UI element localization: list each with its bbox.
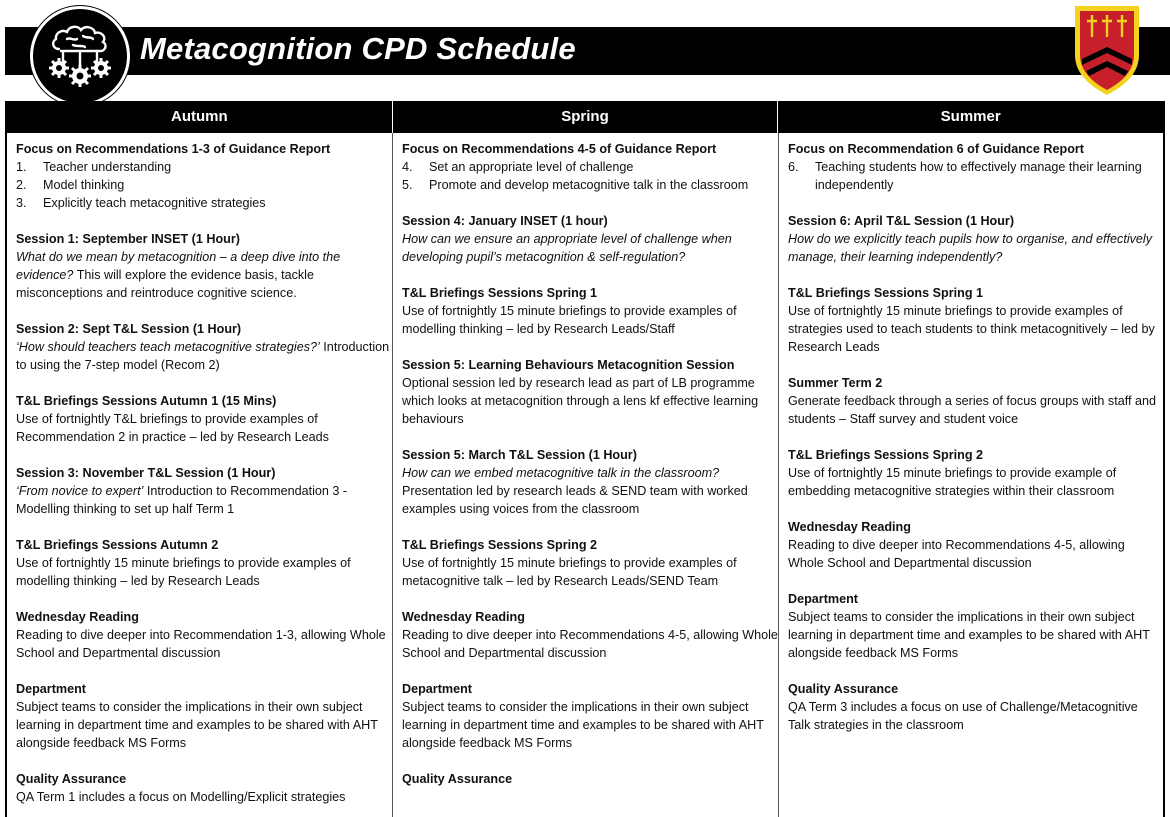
session-heading: Quality Assurance	[788, 682, 899, 696]
session-description	[788, 608, 1163, 662]
session-description	[788, 230, 1163, 266]
session-block	[16, 608, 392, 662]
session-block	[402, 608, 778, 662]
session-heading: Department	[788, 592, 858, 606]
brain-gears-icon	[30, 6, 130, 106]
focus-list	[402, 158, 778, 194]
session-block	[402, 212, 778, 266]
session-block	[402, 356, 778, 428]
session-description	[16, 788, 392, 806]
session-description	[402, 230, 778, 266]
session-description	[402, 464, 778, 518]
session-block	[16, 536, 392, 590]
session-description	[402, 374, 778, 428]
session-text: Use of fortnightly 15 minute briefings to provide examples of metacognitive talk – led by Research Leads/SEND Team	[402, 556, 737, 588]
list-text: Model thinking	[43, 178, 125, 192]
session-heading: Department	[16, 682, 86, 696]
session-description	[788, 698, 1163, 734]
session-block	[788, 212, 1163, 266]
session-heading: Wednesday Reading	[788, 520, 911, 534]
focus-heading: Focus on Recommendation 6 of Guidance Report	[788, 142, 1084, 156]
session-heading: Wednesday Reading	[402, 610, 525, 624]
session-text: Subject teams to consider the implications in their own subject learning in department time and examples to be shared with AHT alongside feedback MS Forms	[788, 610, 1150, 660]
session-description	[402, 626, 778, 662]
column-header-summer: Summer	[940, 108, 1001, 125]
session-heading: Session 6: April T&L Session (1 Hour)	[788, 214, 1015, 228]
session-description	[788, 464, 1163, 500]
focus-list-item	[16, 176, 392, 194]
schedule-table	[5, 101, 1165, 817]
table-header	[7, 101, 1163, 133]
session-heading: T&L Briefings Sessions Spring 1	[788, 286, 984, 300]
list-number: 1.	[16, 160, 27, 174]
session-heading: Session 5: Learning Behaviours Metacognition Session	[402, 358, 735, 372]
session-heading: T&L Briefings Sessions Spring 1	[402, 286, 598, 300]
session-description	[788, 536, 1163, 572]
session-description	[16, 554, 392, 590]
session-block	[16, 680, 392, 752]
session-description	[402, 554, 778, 590]
session-heading: Session 1: September INSET (1 Hour)	[16, 232, 240, 246]
list-number: 4.	[402, 160, 413, 174]
school-crest-icon	[1072, 3, 1142, 97]
focus-list	[16, 158, 392, 212]
session-block	[402, 536, 778, 590]
session-block	[788, 284, 1163, 356]
column-summer	[779, 133, 1163, 817]
session-text: Use of fortnightly 15 minute briefings to provide examples of strategies used to teach students to think metacognitively – led by Research Leads	[788, 304, 1155, 354]
session-text: Use of fortnightly 15 minute briefings to provide example of embedding metacognitive strategies within their classroom	[788, 466, 1117, 498]
focus-heading: Focus on Recommendations 4-5 of Guidance Report	[402, 142, 717, 156]
session-description	[16, 626, 392, 662]
session-question: How can we ensure an appropriate level of challenge when developing pupil’s metacognition & self-regulation?	[402, 232, 732, 264]
session-block	[402, 284, 778, 338]
focus-list	[788, 158, 1163, 194]
focus-list-item	[16, 194, 392, 212]
session-heading: T&L Briefings Sessions Autumn 1 (15 Mins)	[16, 394, 277, 408]
session-text: Reading to dive deeper into Recommendation 1-3, allowing Whole School and Departmental discussion	[16, 628, 386, 660]
session-heading: T&L Briefings Sessions Autumn 2	[16, 538, 219, 552]
session-heading: Wednesday Reading	[16, 610, 139, 624]
focus-list-item	[16, 158, 392, 176]
session-block	[788, 446, 1163, 500]
list-number: 6.	[788, 160, 799, 174]
list-text: Teaching students how to effectively manage their learning independently	[815, 160, 1142, 192]
session-description	[16, 338, 392, 374]
list-text: Promote and develop metacognitive talk in the classroom	[429, 178, 749, 192]
session-text: Reading to dive deeper into Recommendations 4-5, allowing Whole School and Departmental discussion	[788, 538, 1125, 570]
session-heading: Session 4: January INSET (1 hour)	[402, 214, 608, 228]
session-text: Presentation led by research leads & SEND team with worked examples using voices from the classroom	[402, 484, 748, 516]
session-block	[16, 392, 392, 446]
session-block	[788, 590, 1163, 662]
session-text: Use of fortnightly 15 minute briefings to provide examples of modelling thinking – led by Research Leads	[16, 556, 351, 588]
list-text: Set an appropriate level of challenge	[429, 160, 634, 174]
session-block	[16, 320, 392, 374]
focus-list-item	[402, 176, 778, 194]
list-text: Explicitly teach metacognitive strategies	[43, 196, 266, 210]
session-question: ‘From novice to expert’	[16, 484, 144, 498]
session-block	[788, 680, 1163, 734]
session-text: Use of fortnightly T&L briefings to provide examples of Recommendation 2 in practice – led by Research Leads	[16, 412, 329, 444]
session-description	[16, 248, 392, 302]
session-text: Introduction to using the 7-step model (Recom 2)	[16, 340, 390, 372]
session-block	[788, 518, 1163, 572]
focus-list-item	[402, 158, 778, 176]
session-heading: Quality Assurance	[402, 772, 513, 786]
focus-section	[402, 140, 778, 194]
column-header-spring: Spring	[393, 101, 779, 133]
session-heading: Department	[402, 682, 472, 696]
session-text: Use of fortnightly 15 minute briefings to provide examples of modelling thinking – led by Research Leads/Staff	[402, 304, 737, 336]
session-description	[402, 698, 778, 752]
list-number: 2.	[16, 178, 27, 192]
session-question: ‘How should teachers teach metacognitive strategies?’	[16, 340, 320, 354]
session-heading: Session 5: March T&L Session (1 Hour)	[402, 448, 637, 462]
session-heading: T&L Briefings Sessions Spring 2	[402, 538, 598, 552]
session-question: How do we explicitly teach pupils how to organise, and effectively manage, their learning independently?	[788, 232, 1153, 264]
session-description	[788, 392, 1163, 428]
session-block	[402, 680, 778, 752]
session-text: QA Term 3 includes a focus on use of Challenge/Metacognitive Talk strategies in the classroom	[788, 700, 1138, 732]
list-number: 3.	[16, 196, 27, 210]
focus-section	[788, 140, 1163, 194]
session-description	[788, 302, 1163, 356]
session-description	[16, 698, 392, 752]
list-text: Teacher understanding	[43, 160, 172, 174]
session-heading: T&L Briefings Sessions Spring 2	[788, 448, 984, 462]
column-spring	[393, 133, 779, 817]
focus-list-item	[788, 158, 1163, 194]
session-block	[402, 770, 778, 788]
focus-section	[16, 140, 392, 212]
page-title: Metacognition CPD Schedule	[140, 31, 576, 66]
session-heading: Session 3: November T&L Session (1 Hour)	[16, 466, 276, 480]
session-text: Subject teams to consider the implications in their own subject learning in department time and examples to be shared with AHT alongside feedback MS Forms	[402, 700, 764, 750]
session-text: Generate feedback through a series of focus groups with staff and students – Staff survey and student voice	[788, 394, 1157, 426]
session-block	[16, 464, 392, 518]
session-text: Introduction to Recommendation 3 - Modelling thinking to set up half Term 1	[16, 484, 348, 516]
session-heading: Quality Assurance	[16, 772, 127, 786]
list-number: 5.	[402, 178, 413, 192]
session-description	[16, 482, 392, 518]
session-description	[16, 410, 392, 446]
session-text: Optional session led by research lead as part of LB programme which looks at metacognition through a lens kf effective learning behaviours	[402, 376, 759, 426]
session-block	[788, 374, 1163, 428]
session-question: What do we mean by metacognition – a deep dive into the evidence?	[16, 250, 341, 282]
session-text: This will explore the evidence basis, tackle misconceptions and reintroduce cognitive science.	[16, 268, 314, 300]
session-text: QA Term 1 includes a focus on Modelling/Explicit strategies	[16, 790, 346, 804]
column-autumn	[7, 133, 393, 817]
focus-heading: Focus on Recommendations 1-3 of Guidance Report	[16, 142, 331, 156]
column-header-autumn: Autumn	[7, 101, 393, 133]
session-question: How can we embed metacognitive talk in the classroom?	[402, 466, 720, 480]
session-block	[16, 770, 392, 806]
session-block	[16, 230, 392, 302]
session-text: Subject teams to consider the implications in their own subject learning in department time and examples to be shared with AHT alongside feedback MS Forms	[16, 700, 378, 750]
session-heading: Summer Term 2	[788, 376, 883, 390]
session-heading: Session 2: Sept T&L Session (1 Hour)	[16, 322, 242, 336]
session-block	[402, 446, 778, 518]
session-text: Reading to dive deeper into Recommendations 4-5, allowing Whole School and Departmental discussion	[402, 628, 778, 660]
session-description	[402, 302, 778, 338]
